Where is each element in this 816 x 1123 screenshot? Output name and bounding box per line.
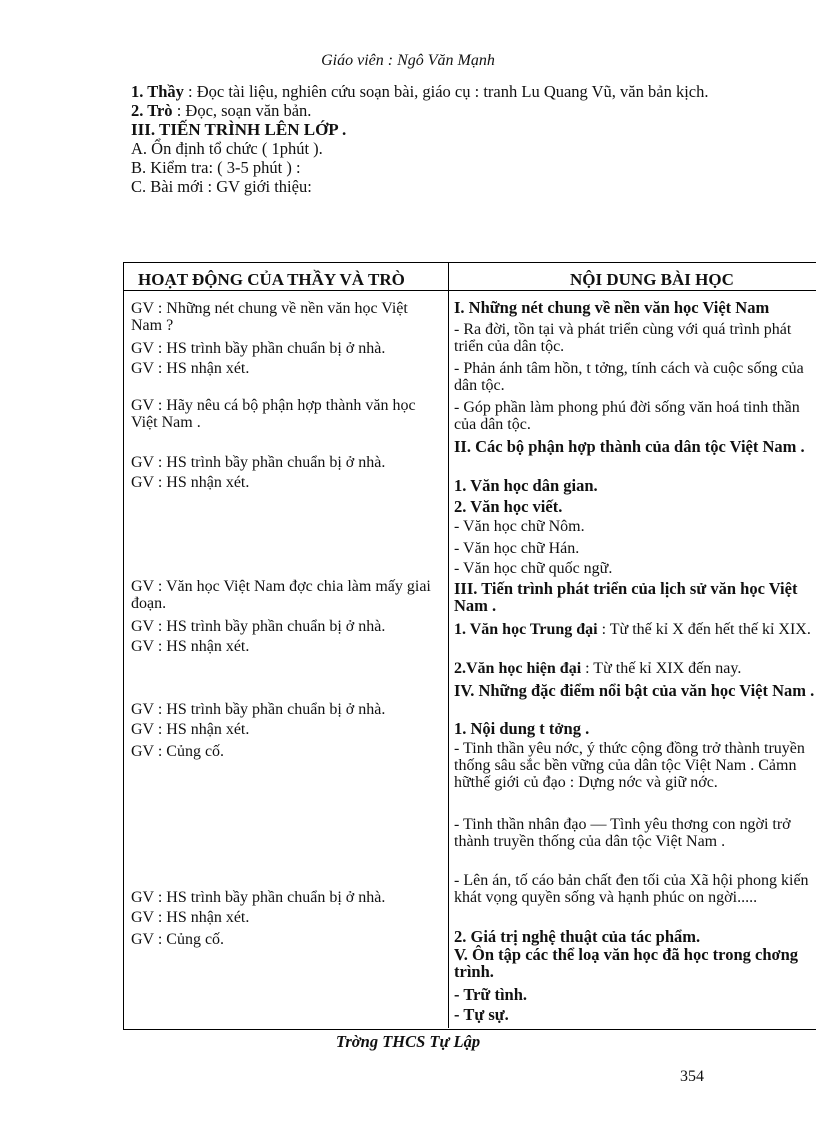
teacher-prep bbox=[131, 82, 781, 101]
period-medieval: 1. Văn học Trung đại bbox=[454, 621, 598, 638]
left-row: GV : HS trình bầy phần chuẩn bị ở nhà. bbox=[131, 889, 386, 906]
left-row: GV : HS nhận xét. bbox=[131, 474, 250, 491]
section-heading: III. TIẾN TRÌNH LÊN LỚP . bbox=[131, 120, 347, 139]
right-heading: I. Những nét chung về nền văn học Việt Nam bbox=[454, 298, 770, 317]
page-footer: Trờng THCS Tự Lập bbox=[335, 1032, 481, 1051]
left-row: GV : HS nhận xét. bbox=[131, 721, 250, 738]
col-header-activities: HOẠT ĐỘNG CỦA THẦY VÀ TRÒ bbox=[138, 270, 405, 289]
right-row: - Phản ánh tâm hồn, t tởng, tính cách và cuộc sống của dân tộc. bbox=[454, 360, 804, 394]
right-row: - Văn học chữ Nôm. bbox=[454, 518, 585, 535]
left-row: GV : HS nhận xét. bbox=[131, 360, 250, 377]
right-row: - Lên án, tố cáo bản chất đen tối của Xã hội phong kiến khát vọng quyền sống và hạnh phúc on ngời..... bbox=[454, 872, 809, 906]
left-row: GV : Củng cố. bbox=[131, 743, 225, 760]
left-row: GV : HS nhận xét. bbox=[131, 638, 250, 655]
right-heading: V. Ôn tập các thể loạ văn học đã học trong chơng trình. bbox=[454, 945, 799, 981]
student-prep bbox=[131, 101, 781, 120]
right-row: - Tinh thần yêu nớc, ý thức cộng đồng trở thành truyền thống sâu sắc bền vững của dân tộc Việt Nam . Cảmn hữthế giới củ đạo : Dựng nớc và giữ nớc. bbox=[454, 740, 805, 791]
right-row: - Góp phần làm phong phú đời sống văn hoá tinh thần của dân tộc. bbox=[454, 399, 800, 433]
right-row: - Văn học chữ Hán. bbox=[454, 540, 580, 557]
left-row: GV : Văn học Việt Nam đợc chia làm mấy giai đoạn. bbox=[131, 578, 431, 612]
lesson-intro bbox=[131, 82, 781, 196]
header-rule bbox=[123, 290, 816, 291]
page-header: Giáo viên : Ngô Văn Mạnh bbox=[321, 52, 495, 69]
right-row: - Ra đời, tồn tại và phát triển cùng với quá trình phát triển của dân tộc. bbox=[454, 321, 792, 355]
left-row: GV : HS trình bầy phần chuẩn bị ở nhà. bbox=[131, 340, 386, 357]
teacher-text: : Đọc tài liệu, nghiên cứu soạn bài, giáo cụ : tranh Lu Quang Vũ, văn bản kịch. bbox=[183, 82, 709, 101]
step-b: B. Kiểm tra: ( 3-5 phút ) : bbox=[131, 158, 301, 177]
left-row: GV : HS trình bầy phần chuẩn bị ở nhà. bbox=[131, 701, 386, 718]
right-heading: III. Tiến trình phát triển của lịch sử văn học Việt Nam . bbox=[454, 579, 798, 615]
left-row: GV : Những nét chung về nền văn học Việt Nam ? bbox=[131, 300, 408, 334]
period-modern-text: : Từ thế kỉ XIX đến nay. bbox=[581, 660, 742, 677]
right-heading: 2. Giá trị nghệ thuật của tác phẩm. bbox=[454, 927, 701, 946]
left-row: GV : HS trình bầy phần chuẩn bị ở nhà. bbox=[131, 454, 386, 471]
student-label: 2. Trò bbox=[131, 101, 173, 120]
left-row: GV : Củng cố. bbox=[131, 931, 225, 948]
right-heading: 1. Văn học dân gian. bbox=[454, 476, 598, 495]
right-row: - Tinh thần nhân đạo — Tình yêu thơng con ngời trở thành truyền thống của dân tộc Việt Nam . bbox=[454, 816, 791, 850]
left-row: GV : Hãy nêu cá bộ phận hợp thành văn học Việt Nam . bbox=[131, 397, 416, 431]
right-row bbox=[454, 621, 816, 638]
teacher-label: 1. Thầy bbox=[131, 82, 184, 101]
column-divider bbox=[448, 262, 449, 1028]
left-row: GV : HS trình bầy phần chuẩn bị ở nhà. bbox=[131, 618, 386, 635]
right-heading: 1. Nội dung t tởng . bbox=[454, 719, 590, 738]
step-c: C. Bài mới : GV giới thiệu: bbox=[131, 177, 312, 196]
right-heading: - Tự sự. bbox=[454, 1005, 509, 1024]
right-heading: II. Các bộ phận hợp thành của dân tộc Việt Nam . bbox=[454, 437, 805, 456]
col-header-content: NỘI DUNG BÀI HỌC bbox=[570, 270, 734, 289]
period-medieval-text: : Từ thế kỉ X đến hết thế kỉ XIX. bbox=[597, 621, 811, 638]
left-row: GV : HS nhận xét. bbox=[131, 909, 250, 926]
page-number: 354 bbox=[680, 1068, 704, 1085]
right-row bbox=[454, 660, 816, 677]
right-heading: 2. Văn học viết. bbox=[454, 497, 563, 516]
period-modern: 2.Văn học hiện đại bbox=[454, 660, 582, 677]
step-a: A. Ổn định tổ chức ( 1phút ). bbox=[131, 139, 323, 158]
right-heading: IV. Những đặc điểm nổi bật của văn học Việt Nam . bbox=[454, 681, 815, 700]
student-text: : Đọc, soạn văn bản. bbox=[172, 101, 312, 120]
right-row: - Văn học chữ quốc ngữ. bbox=[454, 560, 613, 577]
right-heading: - Trữ tình. bbox=[454, 985, 528, 1004]
